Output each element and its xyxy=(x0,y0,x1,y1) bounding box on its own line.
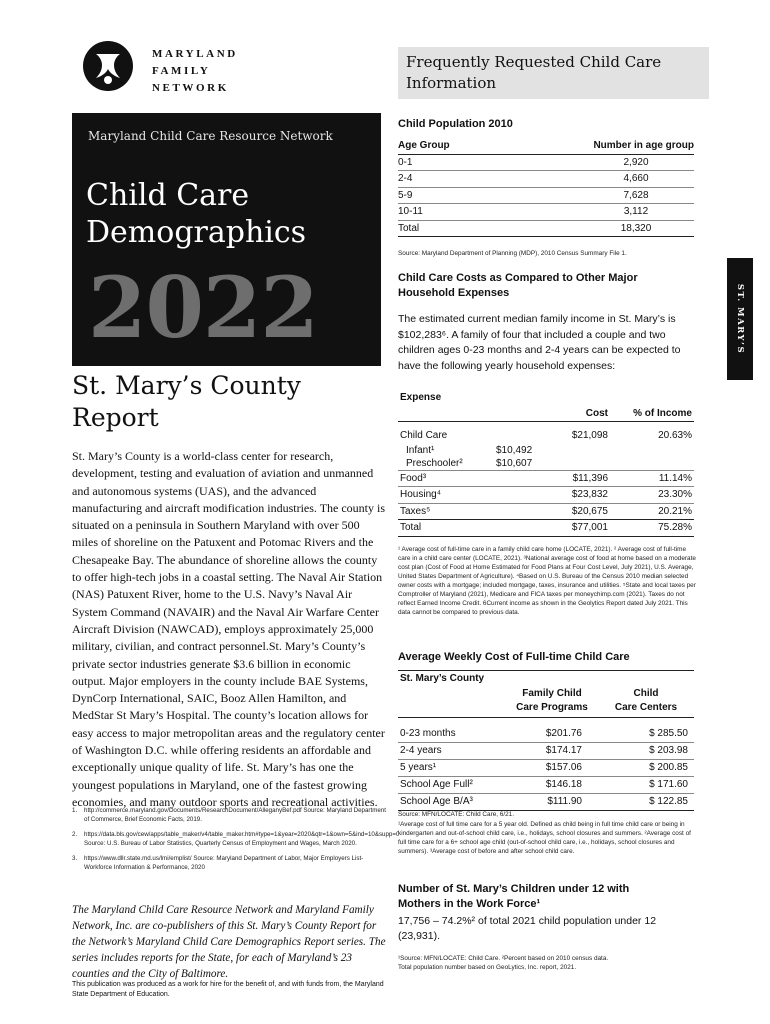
weekly-age-label: 0-23 months xyxy=(400,728,456,739)
table-row xyxy=(398,760,694,777)
family-care-cost: $146.18 xyxy=(545,779,582,790)
working-title-line-2: Mothers in the Work Force¹ xyxy=(398,898,541,910)
footnote-text: https://data.bls.gov/cew/apps/table_maker/v4/table_maker.htm#type=1&year=2020&qtr=1&own=5&ind=10&supp=0 Source: U.S. Bureau of Labor Statistics, Quarterly Census of Employment and Wages, March 2020. xyxy=(84,831,400,847)
expense-sub-cost: $10,607 xyxy=(496,457,533,469)
expense-label: Taxes⁵ xyxy=(400,505,431,517)
weekly-age-label: 2-4 years xyxy=(400,745,442,756)
costs-intro: The estimated current median family income in St. Mary’s is $102,283⁶. A family of four that included a couple and two children ages 0-23 months and 2-4 years can be expected to have the following yearly household expenses: xyxy=(398,313,681,372)
count-cell: 18,320 xyxy=(620,222,652,234)
count-cell: 4,660 xyxy=(623,173,649,184)
center-cost: $ 171.60 xyxy=(649,779,688,790)
family-care-header xyxy=(506,687,598,715)
table-row xyxy=(398,471,694,488)
table-row xyxy=(398,794,694,811)
expense-label: Food³ xyxy=(400,472,427,484)
center-cost: $ 285.50 xyxy=(649,728,688,739)
logo-line-3: NETWORK xyxy=(152,82,229,94)
network-name: Maryland Child Care Resource Network xyxy=(88,129,333,143)
costs-title-line-2: Household Expenses xyxy=(398,287,510,299)
footnote xyxy=(72,830,400,848)
center-cost: $ 200.85 xyxy=(649,762,688,773)
report-title-line-2: Report xyxy=(72,403,159,432)
family-care-cost: $201.76 xyxy=(545,728,582,739)
working-source-line-2: Total population number based on GeoLytics, Inc. report, 2021. xyxy=(398,964,577,971)
expense-label: Total xyxy=(400,522,422,533)
weekly-county-row xyxy=(398,670,694,687)
costs-notes: ¹ Average cost of full-time care in a family child care home (LOCATE, 2021). ² Average cost of full-time care in a child care center (LOCATE, 2021). ³National average cost of food at home based on a moderate cost plan (Cost of Food at Home Estimated for Food Plans at Four Cost Level, July 2021), U.S. Average, United States Department of Agriculture). ⁴Based on U.S. Bureau of the Census 2010 median selected owner costs with a mortgage; included mortgage, taxes, insurance and utilities. ⁵State and local taxes per Comptroller of Maryland (2021), Medicare and FICA taxes per moneychimp.com (2021). Taxes do not reflect Earned Income Credit. 6Current income as shown in the Geolytics Report dated July 2021. This data cannot be compared to previous data. xyxy=(398,546,696,616)
family-care-cost: $174.17 xyxy=(545,745,582,756)
table-row-total xyxy=(398,520,694,537)
right-header-line-2: Information xyxy=(406,74,497,92)
expense-pct: 75.28% xyxy=(658,522,692,533)
expense-pct: 20.21% xyxy=(658,505,692,517)
centers-header-line: Child xyxy=(633,688,659,699)
table-row xyxy=(398,487,694,504)
population-table xyxy=(398,138,694,237)
weekly-age-label: 5 years¹ xyxy=(400,762,437,773)
weekly-title: Average Weekly Cost of Full-time Child Care xyxy=(398,651,630,663)
age-group-cell: 2-4 xyxy=(398,173,413,184)
age-group-header: Age Group xyxy=(398,140,450,151)
centers-header-line: Care Centers xyxy=(614,702,678,713)
copublisher-statement: The Maryland Child Care Resource Network and Maryland Family Network, Inc. are co-publishers of this St. Mary’s County Report for the Network’s Maryland Child Care Demographics Report series. The series includes reports for the State, for each of Maryland’s 23 counties and the City of Baltimore. xyxy=(72,904,386,980)
panel-year: 2022 xyxy=(88,258,318,357)
footnote xyxy=(72,806,386,824)
weekly-age-label: School Age Full² xyxy=(400,779,473,790)
costs-title xyxy=(398,271,638,301)
logo-line-2: FAMILY xyxy=(152,65,211,77)
expense-cost: $23,832 xyxy=(571,489,608,500)
count-cell: 7,628 xyxy=(623,189,649,201)
table-row xyxy=(398,204,694,221)
weekly-cost-table xyxy=(398,670,694,811)
weekly-age-label: School Age B/A³ xyxy=(400,796,473,807)
expense-label: Child Care xyxy=(400,430,448,441)
centers-header xyxy=(598,687,694,715)
spacer xyxy=(398,718,694,726)
footnote-number: 3. xyxy=(72,855,78,862)
footnote-number: 2. xyxy=(72,831,78,838)
panel-title xyxy=(86,177,306,251)
family-care-header-line: Care Programs xyxy=(516,702,588,713)
expense-cost: $21,098 xyxy=(571,430,608,441)
working-title-line-1: Number of St. Mary’s Children under 12 with xyxy=(398,883,630,895)
expense-cost: $20,675 xyxy=(571,505,608,517)
population-title: Child Population 2010 xyxy=(398,118,513,130)
right-header-title xyxy=(406,52,661,94)
panel-title-line-2: Demographics xyxy=(86,215,307,250)
expense-sub-label: Infant¹ xyxy=(406,444,435,456)
title-panel xyxy=(72,113,381,366)
weekly-header-row xyxy=(398,687,694,718)
expense-sub-label: Preschooler² xyxy=(406,457,463,469)
number-header: Number in age group xyxy=(593,140,694,151)
expense-table xyxy=(398,390,694,537)
table-row xyxy=(398,444,694,457)
working-mothers-title xyxy=(398,882,629,912)
report-title xyxy=(72,370,392,434)
expense-cost: $77,001 xyxy=(571,522,608,533)
age-group-cell: 10-11 xyxy=(398,206,423,217)
costs-title-line-1: Child Care Costs as Compared to Other Major xyxy=(398,272,638,284)
expense-pct: 11.14% xyxy=(658,472,692,484)
expense-pct: 20.63% xyxy=(658,430,692,441)
center-cost: $ 203.98 xyxy=(649,745,688,756)
table-row xyxy=(398,457,694,471)
weekly-notes: ¹Average cost of full time care for a 5 year old. Defined as child being in full time child care or being in kindergarten and out-of-school child care, i.e., holidays, school closures and summers. ²Average cost of full time care for a 6+ school age child (out-of-school child care, i.e., holidays, school closures and summers). ³Average cost of before and after school child care. xyxy=(398,821,691,855)
table-row xyxy=(398,155,694,172)
table-row xyxy=(398,188,694,205)
expense-pct: 23.30% xyxy=(658,489,692,500)
working-source xyxy=(398,954,698,972)
side-tab-label: ST. MARY’S xyxy=(735,283,745,355)
expense-header: Expense xyxy=(400,392,442,403)
expense-label: Housing⁴ xyxy=(400,489,441,500)
expense-header-row xyxy=(398,406,694,423)
family-care-cost: $111.90 xyxy=(547,796,582,807)
table-row xyxy=(398,777,694,794)
family-care-cost: $157.06 xyxy=(545,762,582,773)
funding-note: This publication was produced as a work for hire for the benefit of, and with funds from, the Maryland State Department of Education. xyxy=(72,981,384,998)
logo-line-1: MARYLAND xyxy=(152,48,238,60)
count-cell: 2,920 xyxy=(623,156,649,168)
left-footnotes xyxy=(72,806,400,878)
table-header-row xyxy=(398,138,694,155)
expense-header-label-row xyxy=(398,390,694,406)
table-row xyxy=(398,504,694,521)
age-group-cell: 0-1 xyxy=(398,156,413,168)
age-group-cell: 5-9 xyxy=(398,189,413,201)
working-source-line-1: ¹Source: MFN/LOCATE: Child Care. ²Percent based on 2010 census data. xyxy=(398,955,609,962)
right-header-line-1: Frequently Requested Child Care xyxy=(406,53,662,71)
county-side-tab xyxy=(727,258,753,380)
right-header xyxy=(398,47,709,99)
table-row-total xyxy=(398,221,694,238)
center-cost: $ 122.85 xyxy=(649,796,688,807)
footnote-text: https://www.dllr.state.md.us/lmi/emplist/ Source: Maryland Department of Labor, Major Employers List- Workforce Information & Performance, 2020 xyxy=(84,855,364,871)
family-care-header-line: Family Child xyxy=(522,688,582,699)
footnote xyxy=(72,854,386,872)
maryland-family-network-logo xyxy=(82,40,252,100)
footnote-text: http://commerce.maryland.gov/Documents/ResearchDocument/AlleganyBef.pdf Source: Maryland Department of Commerce, Brief Economic Facts, 2019. xyxy=(84,807,386,823)
table-row xyxy=(398,743,694,760)
footnote-number: 1. xyxy=(72,807,78,814)
expense-cost: $11,396 xyxy=(572,472,608,484)
table-row xyxy=(398,171,694,188)
weekly-source: Source: MFN/LOCATE: Child Care, 6/21. xyxy=(398,811,515,818)
expense-sub-cost: $10,492 xyxy=(496,444,533,456)
pct-header: % of Income xyxy=(633,407,692,419)
panel-title-line-1: Child Care xyxy=(86,178,250,213)
county-description: St. Mary’s County is a world-class center for research, development, testing and evaluation of aviation and unmanned and autonomous systems (UAS), and the advanced manufacturing and aircraft modification industries. The county is situated on a peninsula in Southern Maryland with over 500 miles of shoreline on the Patuxent and Potomac Rivers and the Chesapeake Bay. The abundance of shoreline allows the county to offer high-tech jobs in a coastal setting. The Naval Air Station (NAS) Patuxent River, home to the U.S. Navy’s Naval Air System Command (NAVAIR) and the Naval Air Warfare Center Aircraft Division (NAWCAD), employs approximately 25,000 military, civilian, and contract personnel.St. Mary’s County’s private sector industries generate $3.6 billion in economic output. Major employers in the county include BAE Systems, DynCorp International, SAIC, Booz Allen Hamilton, and MedStar St Mary’s Hospital. The county’s location allows for easy access to major metropolitan areas and the regulatory center of Washington D.C. while offering residents an affordable and exceptionally unique quality of life. St. Mary’s has one the youngest populations in Maryland, one of the fastest growing economies, and many outdoor sports and recreational activities. xyxy=(72,449,386,809)
report-title-line-1: St. Mary’s County xyxy=(72,371,301,400)
table-row xyxy=(398,428,694,444)
logo-mark-icon xyxy=(82,40,134,92)
table-row xyxy=(398,726,694,743)
population-source: Source: Maryland Department of Planning (MDP), 2010 Census Summary File 1. xyxy=(398,250,627,257)
age-group-cell: Total xyxy=(398,222,420,234)
logo-wordmark xyxy=(152,46,238,97)
working-mothers-text: 17,756 – 74.2%² of total 2021 child population under 12 (23,931). xyxy=(398,915,657,942)
weekly-county: St. Mary’s County xyxy=(400,673,485,684)
cost-header: Cost xyxy=(585,407,608,419)
count-cell: 3,112 xyxy=(623,206,649,217)
